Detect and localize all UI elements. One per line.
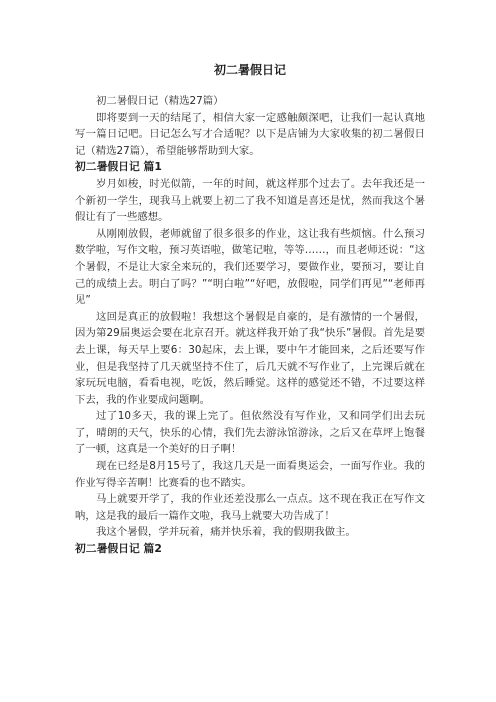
- section1-paragraph-1: 岁月如梭，时光似箭，一年的时间，就这样那个过去了。去年我还是一个新初一学生，现我马上就要上初二了我不知道是喜还是忧，然而我这个暑假让有了一些感想。: [75, 177, 425, 224]
- section1-paragraph-2: 从刚刚放假，老师就留了很多很多的作业，这让我有些烦恼。什么预习数学啦，写作文啦，预习英语啦，做笔记啦，等等……，而且老师还说：“这个暑假，不是让大家全来玩的，我们还要学习，要做作业，要预习，要让自己的成绩上去。明白了吗？”“明白啦”“好吧，放假啦，同学们再见”“老师再见”: [75, 227, 425, 307]
- intro-paragraph: 即将要到一天的结尾了，相信大家一定感触颇深吧，让我们一起认真地写一篇日记吧。日记怎么写才合适呢？以下是店铺为大家收集的初二暑假日记（精选27篇），希望能够帮助到大家。: [75, 111, 425, 157]
- document-title: 初二暑假日记: [213, 63, 286, 77]
- section1-paragraph-3: 这回是真正的放假啦！我想这个暑假是自豪的，是有激情的一个暑假，因为第29届奥运会要在北京召开。就这样我开始了我“快乐”暑假。首先是要去上课，每天早上要6：30起床，去上课，要中午才能回来，之后还要写作业，但是我坚持了几天就坚持不住了，后几天就不写作业了，上完课后就在家玩玩电脑，看看电视，吃饭，然后睡觉。这样的感觉还不错，不过要这样下去，我的作业要成问题啊。: [75, 310, 425, 406]
- section1-paragraph-7: 我这个暑假，学并玩着，痛并快乐着，我的假期我做主。: [96, 526, 356, 539]
- section-heading-1: 初二暑假日记 篇1: [75, 160, 162, 174]
- intro-subtitle: 初二暑假日记（精选27篇）: [96, 95, 224, 107]
- section1-paragraph-5: 现在已经是8月15号了，我这几天是一面看奥运会，一面写作业。我的作业写得辛苦啊！比赛看的也不踏实。: [75, 460, 425, 489]
- section1-paragraph-6: 马上就要开学了，我的作业还差没那么一点点。这不现在我正在写作文呐，这是我的最后一篇作文啦，我马上就要大功告成了！: [75, 493, 425, 522]
- section-heading-2: 初二暑假日记 篇2: [75, 542, 162, 556]
- document-page: [75, 62, 425, 558]
- section1-paragraph-4: 过了10多天，我的课上完了。但依然没有写作业，又和同学们出去玩了，晴朗的天气，快乐的心情，我们先去游泳馆游泳，之后又在草坪上饱餐了一顿，这真是一个美好的日子啊！: [75, 410, 425, 456]
